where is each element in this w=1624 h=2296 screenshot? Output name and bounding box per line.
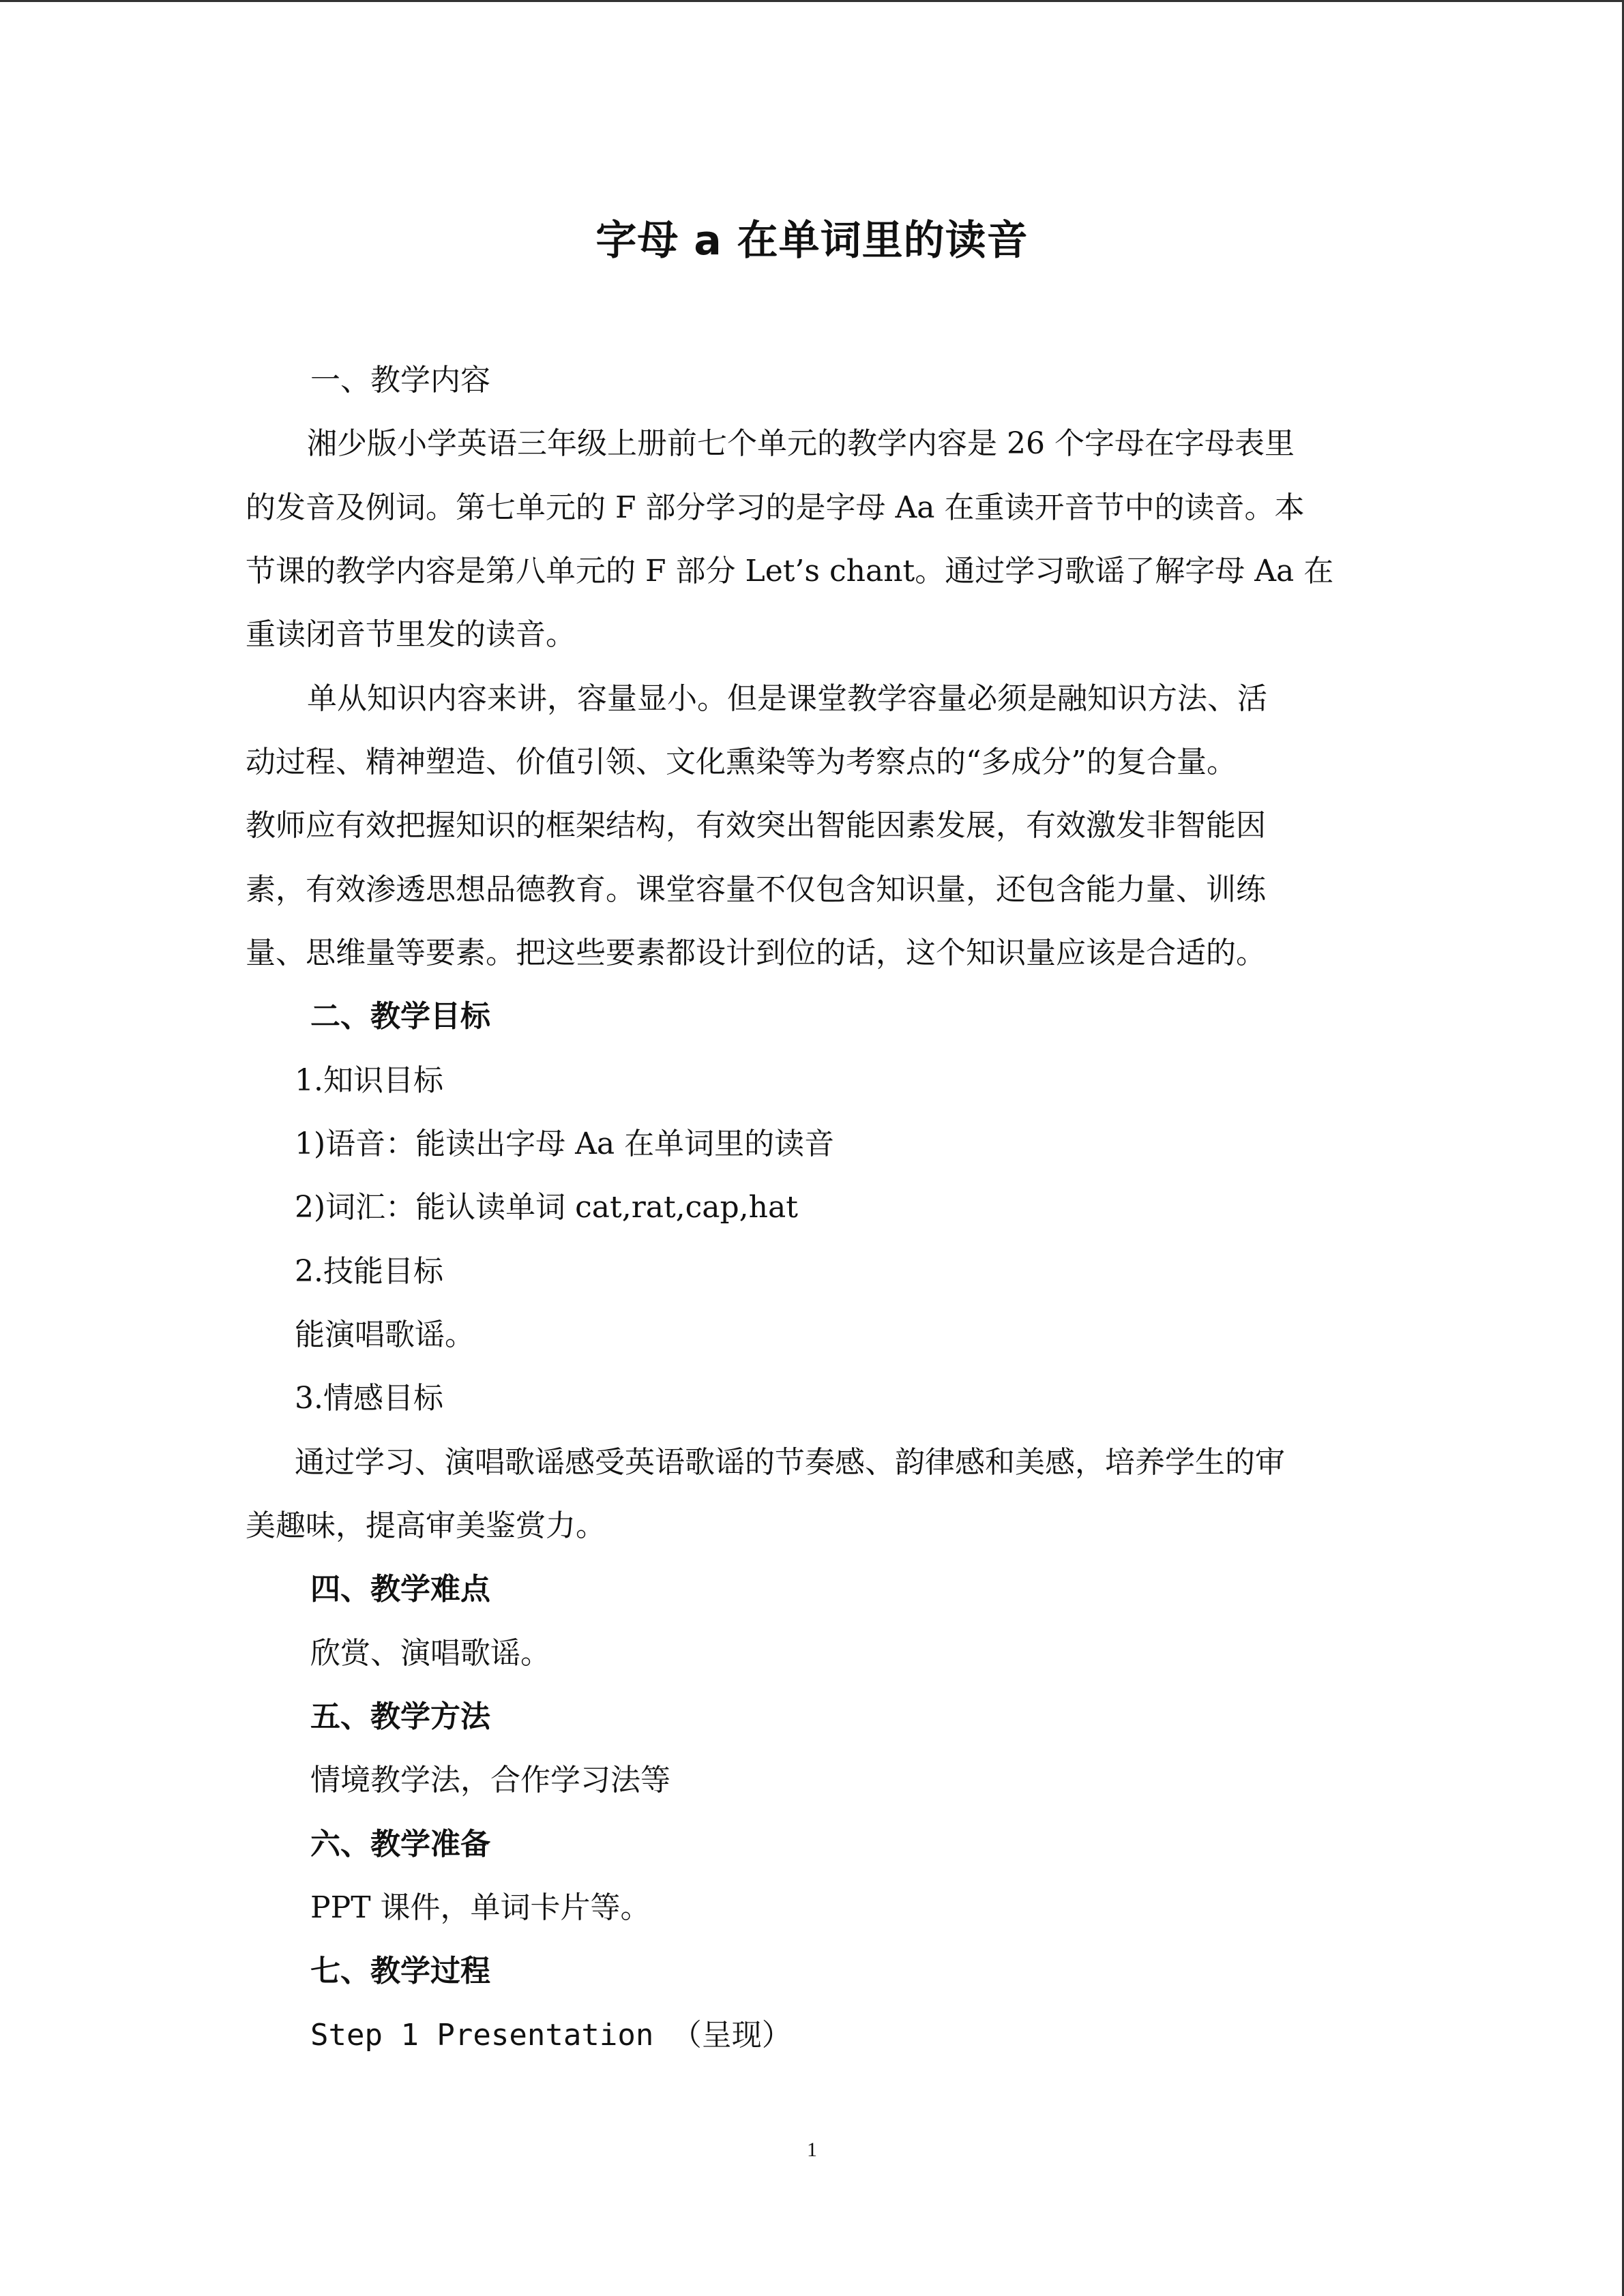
section-heading-difficulty: 四、教学难点 xyxy=(310,1572,490,1607)
section-text: PPT 课件，单词卡片等。 xyxy=(310,1890,651,1925)
section-heading-content: 一、教学内容 xyxy=(310,363,490,398)
paragraph-line: 重读闭音节里发的读音。 xyxy=(246,617,576,652)
step-title: Step 1 Presentation （呈现） xyxy=(310,2018,792,2053)
paragraph-line: 量、思维量等要素。把这些要素都设计到位的话，这个知识量应该是合适的。 xyxy=(246,936,1266,970)
document-title: 字母 a 在单词里的读音 xyxy=(595,217,1029,265)
paragraph-line: 教师应有效把握知识的框架结构，有效突出智能因素发展，有效激发非智能因 xyxy=(246,808,1266,843)
paragraph-line: 动过程、精神塑造、价值引领、文化熏染等为考察点的“多成分”的复合量。 xyxy=(246,745,1237,779)
goal-item: 1.知识目标 xyxy=(295,1063,443,1098)
paragraph-line: 通过学习、演唱歌谣感受英语歌谣的节奏感、韵律感和美感，培养学生的审 xyxy=(295,1445,1285,1480)
section-text: 欣赏、演唱歌谣。 xyxy=(310,1636,550,1671)
section-heading-goals: 二、教学目标 xyxy=(310,999,490,1034)
section-heading-method: 五、教学方法 xyxy=(310,1699,490,1734)
page-number: 1 xyxy=(807,2138,817,2161)
paragraph-line: 节课的教学内容是第八单元的 F 部分 Let’s chant。通过学习歌谣了解字母 Aa 在 xyxy=(246,554,1334,588)
section-heading-prep: 六、教学准备 xyxy=(310,1827,490,1862)
paragraph-line: 美趣味，提高审美鉴赏力。 xyxy=(246,1508,606,1543)
paragraph-line: 单从知识内容来讲，容量显小。但是课堂教学容量必须是融知识方法、活 xyxy=(307,681,1267,716)
goal-subitem: 2)词汇：能认读单词 cat,rat,cap,hat xyxy=(295,1190,798,1225)
paragraph-line: 的发音及例词。第七单元的 F 部分学习的是字母 Aa 在重读开音节中的读音。本 xyxy=(246,490,1305,525)
goal-item: 3.情感目标 xyxy=(295,1381,443,1416)
section-heading-process: 七、教学过程 xyxy=(310,1954,490,1988)
goal-subitem: 1)语音：能读出字母 Aa 在单词里的读音 xyxy=(295,1127,835,1161)
section-text: 情境教学法，合作学习法等 xyxy=(310,1763,670,1798)
goal-text: 能演唱歌谣。 xyxy=(295,1317,475,1352)
goal-item: 2.技能目标 xyxy=(295,1254,443,1289)
paragraph-line: 湘少版小学英语三年级上册前七个单元的教学内容是 26 个字母在字母表里 xyxy=(307,426,1295,461)
paragraph-line: 素，有效渗透思想品德教育。课堂容量不仅包含知识量，还包含能力量、训练 xyxy=(246,872,1266,907)
